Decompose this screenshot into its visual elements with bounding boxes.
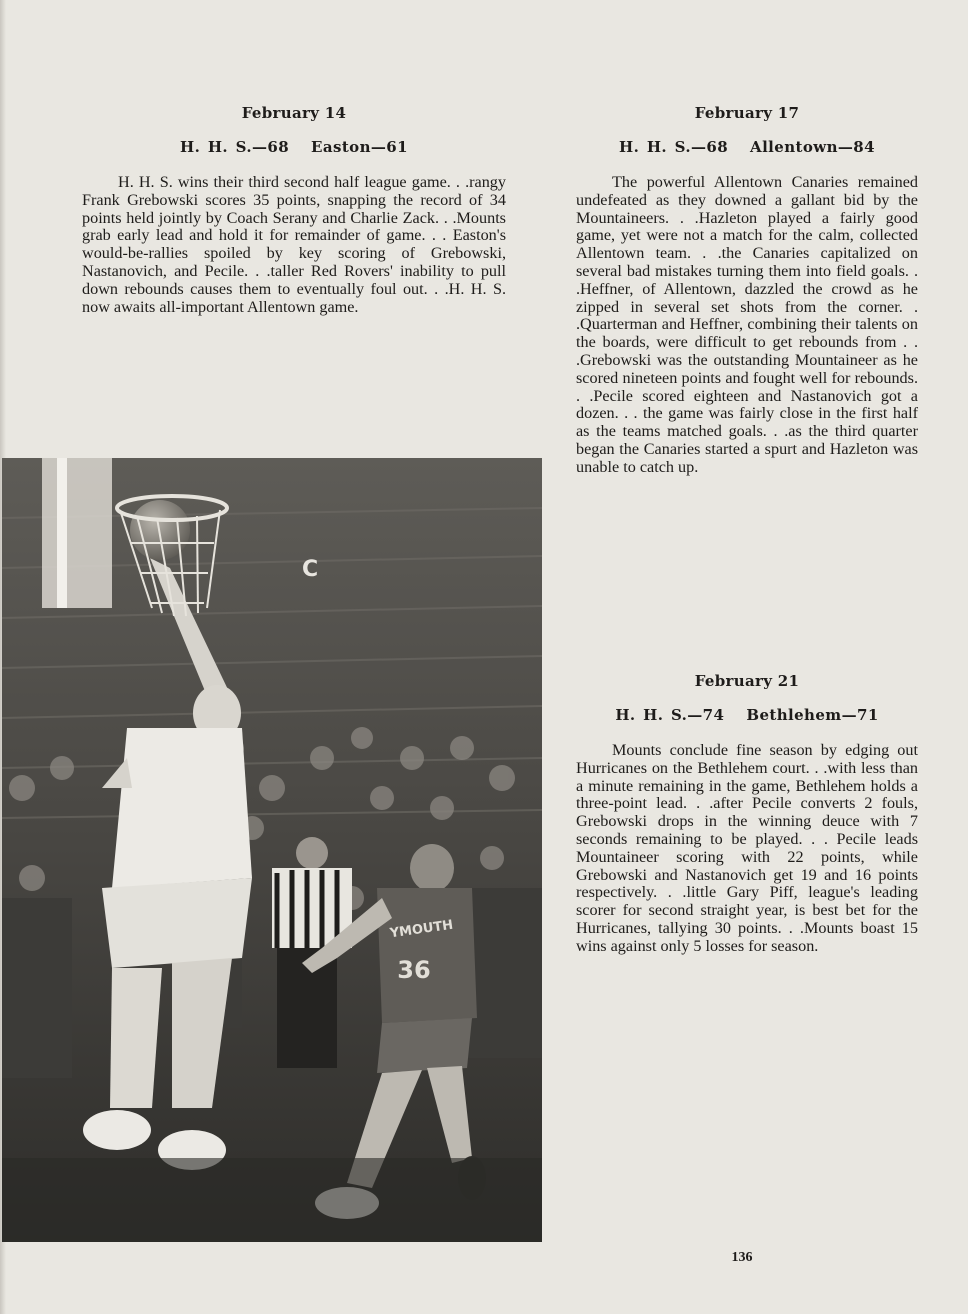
court-floor	[2, 1158, 542, 1242]
article-date: February 14	[241, 104, 347, 122]
article-feb-17	[576, 104, 918, 477]
game-score	[576, 138, 918, 156]
wall-letter: C	[302, 557, 319, 582]
page-number: 136	[731, 1250, 753, 1265]
article-feb-21	[576, 672, 918, 956]
opponent-score: Easton—61	[311, 138, 408, 156]
home-score: H. H. S.—68	[180, 138, 290, 156]
backboard	[42, 458, 112, 608]
article-body: The powerful Allentown Canaries remained undefeated as they downed a gallant bid by the Mountaineers. . .Hazleton played a fairly good game, yet were not a match for the calm, collected Allentown team. . .the Canaries capitalized on several bad mistakes turning them into field goals. . .Heffner, of Allentown, dazzled the crowd as he zipped in several set shots from the corner. . .Quarterman and Heffner, combining their talents on the boards, were difficult to get rebounds from . . .Grebowski was the outstanding Mountaineer as he scored nineteen points and fought well for rebounds. . .Pecile scored eighteen and Nastanovich got a dozen. . . the game was fairly close in the first half as the teams matched goals. . .as the third quarter began the Canaries started a spurt and Hazleton was unable to catch up.	[576, 173, 918, 476]
article-date: February 21	[694, 672, 800, 690]
game-score	[82, 138, 506, 156]
backboard-support	[57, 458, 67, 608]
game-score	[576, 706, 918, 724]
opponent-score: Allentown—84	[750, 138, 875, 156]
jersey-number: 36	[397, 956, 431, 984]
jersey-text: YMOUTH	[388, 917, 455, 942]
home-score: H. H. S.—74	[615, 706, 725, 724]
photo-illustration	[2, 458, 542, 1242]
home-score: H. H. S.—68	[619, 138, 729, 156]
basketball-game-photo	[2, 458, 542, 1242]
article-body: H. H. S. wins their third second half league game. . .rangy Frank Grebowski scores 35 points, snapping the record of 34 points held jointly by Coach Serany and Charlie Zack. . .Mounts grab early lead and hold it for remainder of game. . . Easton's would-be-rallies spoiled by key scoring of Grebowski, Nastanovich, and Pecile. . .taller Red Rovers' inability to pull down rebounds causes them to eventually foul out. . .H. H. S. now awaits all-important Allentown game.	[82, 173, 506, 316]
article-date: February 17	[694, 104, 800, 122]
article-body: Mounts conclude fine season by edging out Hurricanes on the Bethlehem court. . .with less than a minute remaining in the game, Bethlehem holds a three-point lead. . .after Pecile converts 2 fouls, Grebowski drops in the winning deuce with 7 seconds remaining to be played. . . Pecile leads Mountaineer scoring with 22 points, while Grebowski and Nastanovich get 19 and 16 points respectively. . .little Gary Piff, league's leading scorer for second straight year, is best bet for the Hurricanes, tallying 30 points. . .Mounts boast 15 wins against only 5 losses for season.	[576, 741, 918, 955]
opponent-score: Bethlehem—71	[746, 706, 879, 724]
article-feb-14	[82, 104, 506, 316]
